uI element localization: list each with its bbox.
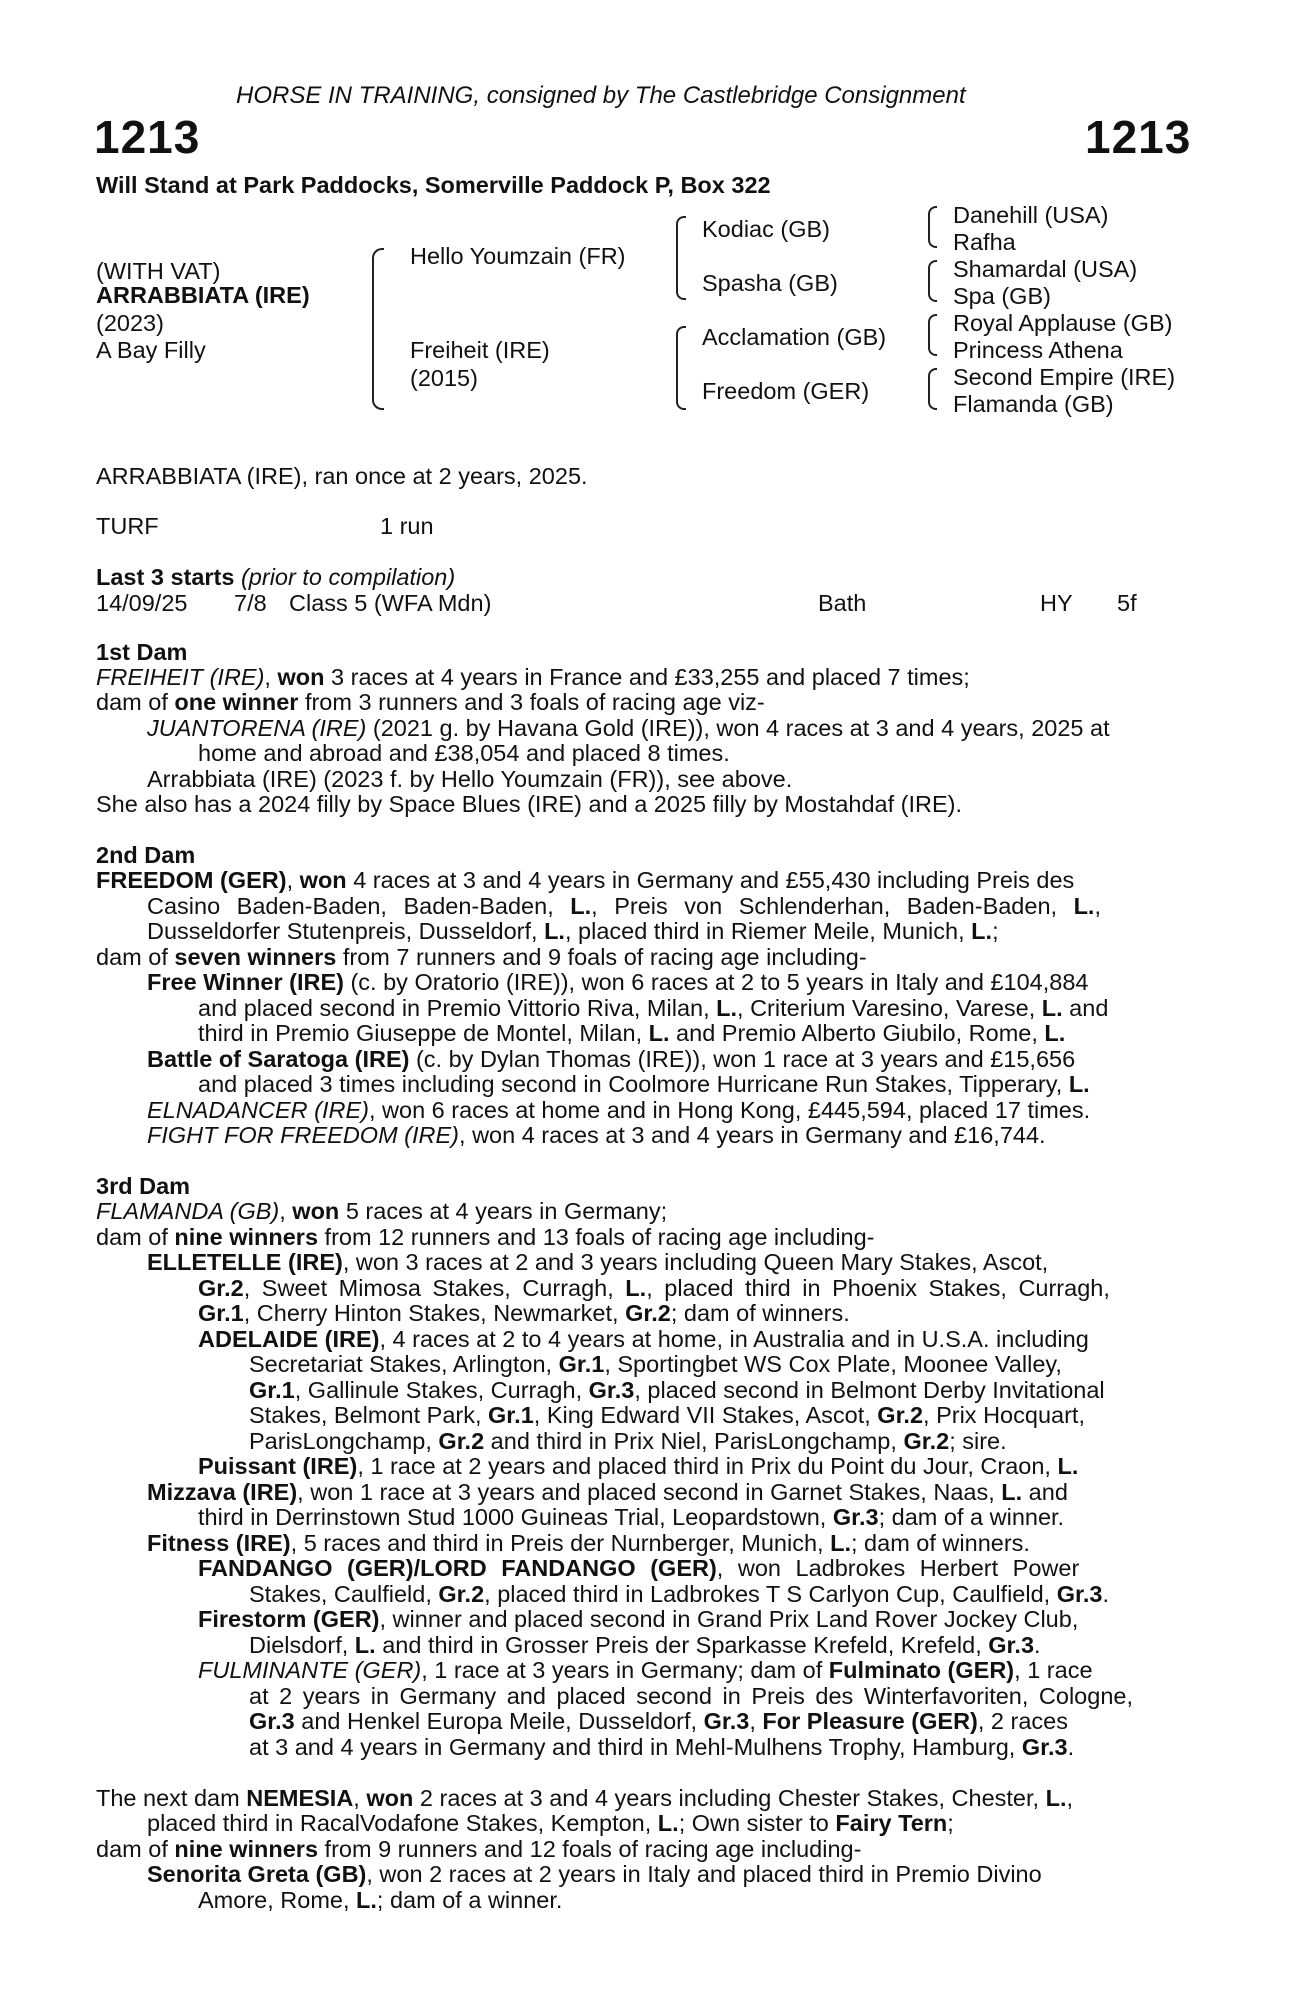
dam1-line-4: home and abroad and £38,054 and placed 8 times. xyxy=(198,740,730,766)
dam2-line-7: third in Premio Giuseppe de Montel, Milan, L. and Premio Alberto Giubilo, Rome, L. xyxy=(198,1020,1066,1046)
dam2-line-8: Battle of Saratoga (IRE) (c. by Dylan Thomas (IRE)), won 1 race at 3 years and £15,656 xyxy=(147,1046,1076,1072)
next-dam-line-1: The next dam NEMESIA, won 2 races at 3 and 4 years including Chester Stakes, Chester, L., xyxy=(96,1785,1074,1811)
pedigree-dss: Royal Applause (GB) xyxy=(953,310,1173,336)
dam2-line-10: ELNADANCER (IRE), won 6 races at home and in Hong Kong, £445,594, placed 17 times. xyxy=(147,1097,1091,1123)
last-starts-note: (prior to compilation) xyxy=(240,564,456,590)
dam2-line-6: and placed second in Premio Vittorio Riva, Milan, L., Criterium Varesino, Varese, L. and xyxy=(198,995,1109,1021)
dam1-line-3: JUANTORENA (IRE) (2021 g. by Havana Gold (IRE)), won 4 races at 3 and 4 years, 2025 at xyxy=(147,715,1110,741)
pedigree-ddd: Flamanda (GB) xyxy=(953,391,1114,417)
dam3-line-1: FLAMANDA (GB), won 5 races at 4 years in Germany; xyxy=(96,1198,668,1224)
dam3-line-4: Gr.2, Sweet Mimosa Stakes, Curragh, L., placed third in Phoenix Stakes, Curragh, xyxy=(198,1275,1110,1301)
dam3-line-17: Firestorm (GER), winner and placed second in Grand Prix Land Rover Jockey Club, xyxy=(198,1606,1079,1632)
horse-desc: A Bay Filly xyxy=(96,337,206,363)
dam3-line-6: ADELAIDE (IRE), 4 races at 2 to 4 years at home, in Australia and in U.S.A. including xyxy=(198,1326,1089,1352)
dam3-line-14: Fitness (IRE), 5 races and third in Preis der Nurnberger, Munich, L.; dam of winners. xyxy=(147,1530,1030,1556)
dam3-line-11: Puissant (IRE), 1 race at 2 years and placed third in Prix du Point du Jour, Craon, L. xyxy=(198,1453,1079,1479)
race-summary: ARRABBIATA (IRE), ran once at 2 years, 2025. xyxy=(96,463,588,489)
dam3-heading: 3rd Dam xyxy=(96,1173,191,1199)
dam2-line-1: FREEDOM (GER), won 4 races at 3 and 4 years in Germany and £55,430 including Preis des xyxy=(96,867,1075,893)
last-starts-title: Last 3 starts xyxy=(96,564,235,590)
dam3-line-22: at 3 and 4 years in Germany and third in Mehl-Mulhens Trophy, Hamburg, Gr.3. xyxy=(249,1734,1075,1760)
dam3-line-18: Dielsdorf, L. and third in Grosser Preis der Sparkasse Krefeld, Krefeld, Gr.3. xyxy=(249,1632,1041,1658)
dam3-line-5: Gr.1, Cherry Hinton Stakes, Newmarket, Gr.2; dam of winners. xyxy=(198,1300,850,1326)
dam3-line-7: Secretariat Stakes, Arlington, Gr.1, Sportingbet WS Cox Plate, Moonee Valley, xyxy=(249,1351,1062,1377)
dam2-line-4: dam of seven winners from 7 runners and 9 foals of racing age including- xyxy=(96,944,867,970)
start-course: Bath xyxy=(818,590,867,616)
dam1-heading: 1st Dam xyxy=(96,639,188,665)
dam3-line-12: Mizzava (IRE), won 1 race at 3 years and placed second in Garnet Stakes, Naas, L. and xyxy=(147,1479,1068,1505)
start-date: 14/09/25 xyxy=(96,590,188,616)
dam2-line-9: and placed 3 times including second in Coolmore Hurricane Run Stakes, Tipperary, L. xyxy=(198,1071,1090,1097)
pedigree-dam-year: (2015) xyxy=(410,365,478,391)
pedigree-ssd: Rafha xyxy=(953,229,1016,255)
pedigree-brace-ds xyxy=(928,314,937,356)
next-dam-line-3: dam of nine winners from 9 runners and 12 foals of racing age including- xyxy=(96,1836,862,1862)
next-dam-line-5: Amore, Rome, L.; dam of a winner. xyxy=(198,1887,563,1913)
dam2-heading: 2nd Dam xyxy=(96,842,196,868)
dam3-line-21: Gr.3 and Henkel Europa Meile, Dusseldorf, Gr.3, For Pleasure (GER), 2 races xyxy=(249,1708,1068,1734)
record-runs: 1 run xyxy=(380,513,434,539)
pedigree-brace-sire xyxy=(676,216,686,300)
dam3-line-3: ELLETELLE (IRE), won 3 races at 2 and 3 years including Queen Mary Stakes, Ascot, xyxy=(147,1249,1049,1275)
pedigree-ds: Acclamation (GB) xyxy=(702,324,887,350)
start-going: HY xyxy=(1040,590,1073,616)
pedigree-brace-dd xyxy=(928,368,937,410)
dam1-line-6: She also has a 2024 filly by Space Blues (IRE) and a 2025 filly by Mostahdaf (IRE). xyxy=(96,791,963,817)
dam3-line-20: at 2 years in Germany and placed second in Preis des Winterfavoriten, Cologne, xyxy=(249,1683,1133,1709)
dam3-line-9: Stakes, Belmont Park, Gr.1, King Edward VII Stakes, Ascot, Gr.2, Prix Hocquart, xyxy=(249,1402,1085,1428)
pedigree-ss: Kodiac (GB) xyxy=(702,216,830,242)
pedigree-sdd: Spa (GB) xyxy=(953,283,1051,309)
pedigree-brace-main xyxy=(372,248,384,410)
dam2-line-3: Dusseldorfer Stutenpreis, Dusseldorf, L., placed third in Riemer Meile, Munich, L.; xyxy=(147,918,999,944)
start-position: 7/8 xyxy=(234,590,267,616)
dam3-line-15: FANDANGO (GER)/LORD FANDANGO (GER), won Ladbrokes Herbert Power xyxy=(198,1555,1080,1581)
horse-year: (2023) xyxy=(96,310,164,336)
next-dam-line-2: placed third in RacalVodafone Stakes, Kempton, L.; Own sister to Fairy Tern; xyxy=(147,1810,954,1836)
dam3-line-16: Stakes, Caulfield, Gr.2, placed third in Ladbrokes T S Carlyon Cup, Caulfield, Gr.3. xyxy=(249,1581,1109,1607)
lot-number-right: 1213 xyxy=(1085,111,1192,163)
consignment-line: HORSE IN TRAINING, consigned by The Castlebridge Consignment xyxy=(236,82,966,109)
pedigree-brace-ss xyxy=(928,206,937,248)
pedigree-sss: Danehill (USA) xyxy=(953,202,1109,228)
dam3-line-8: Gr.1, Gallinule Stakes, Curragh, Gr.3, placed second in Belmont Derby Invitational xyxy=(249,1377,1105,1403)
pedigree-dam: Freiheit (IRE) xyxy=(410,337,550,363)
dam2-line-11: FIGHT FOR FREEDOM (IRE), won 4 races at 3 and 4 years in Germany and £16,744. xyxy=(147,1122,1046,1148)
next-dam-line-4: Senorita Greta (GB), won 2 races at 2 years in Italy and placed third in Premio Divino xyxy=(147,1861,1042,1887)
pedigree-sds: Shamardal (USA) xyxy=(953,256,1138,282)
dam2-line-5: Free Winner (IRE) (c. by Oratorio (IRE)), won 6 races at 2 to 5 years in Italy and £104,884 xyxy=(147,969,1089,995)
dam3-line-2: dam of nine winners from 12 runners and 13 foals of racing age including- xyxy=(96,1224,875,1250)
pedigree-brace-sd xyxy=(928,260,937,302)
start-distance: 5f xyxy=(1117,590,1137,616)
dam3-line-19: FULMINANTE (GER), 1 race at 3 years in Germany; dam of Fulminato (GER), 1 race xyxy=(198,1657,1093,1683)
pedigree-dd: Freedom (GER) xyxy=(702,378,870,404)
dam1-line-1: FREIHEIT (IRE), won 3 races at 4 years in France and £33,255 and placed 7 times; xyxy=(96,664,970,690)
dam1-line-5: Arrabbiata (IRE) (2023 f. by Hello Youmzain (FR)), see above. xyxy=(147,766,793,792)
horse-name: ARRABBIATA (IRE) xyxy=(96,282,310,308)
record-surface: TURF xyxy=(96,513,159,539)
dam3-line-13: third in Derrinstown Stud 1000 Guineas Trial, Leopardstown, Gr.3; dam of a winner. xyxy=(198,1504,1065,1530)
pedigree-sire: Hello Youmzain (FR) xyxy=(410,243,626,269)
pedigree-dds: Second Empire (IRE) xyxy=(953,364,1176,390)
dam1-line-2: dam of one winner from 3 runners and 3 foals of racing age viz- xyxy=(96,689,765,715)
location-line: Will Stand at Park Paddocks, Somerville Paddock P, Box 322 xyxy=(96,172,771,198)
pedigree-sd: Spasha (GB) xyxy=(702,270,838,296)
pedigree-brace-dam xyxy=(676,326,686,410)
dam3-line-10: ParisLongchamp, Gr.2 and third in Prix Niel, ParisLongchamp, Gr.2; sire. xyxy=(249,1428,1007,1454)
dam2-line-2: Casino Baden-Baden, Baden-Baden, L., Preis von Schlenderhan, Baden-Baden, L., xyxy=(147,893,1101,919)
pedigree-dsd: Princess Athena xyxy=(953,337,1123,363)
last-starts-heading xyxy=(96,564,455,591)
lot-number-left: 1213 xyxy=(94,111,201,163)
vat-note: (WITH VAT) xyxy=(96,258,221,284)
start-race: Class 5 (WFA Mdn) xyxy=(289,590,492,616)
